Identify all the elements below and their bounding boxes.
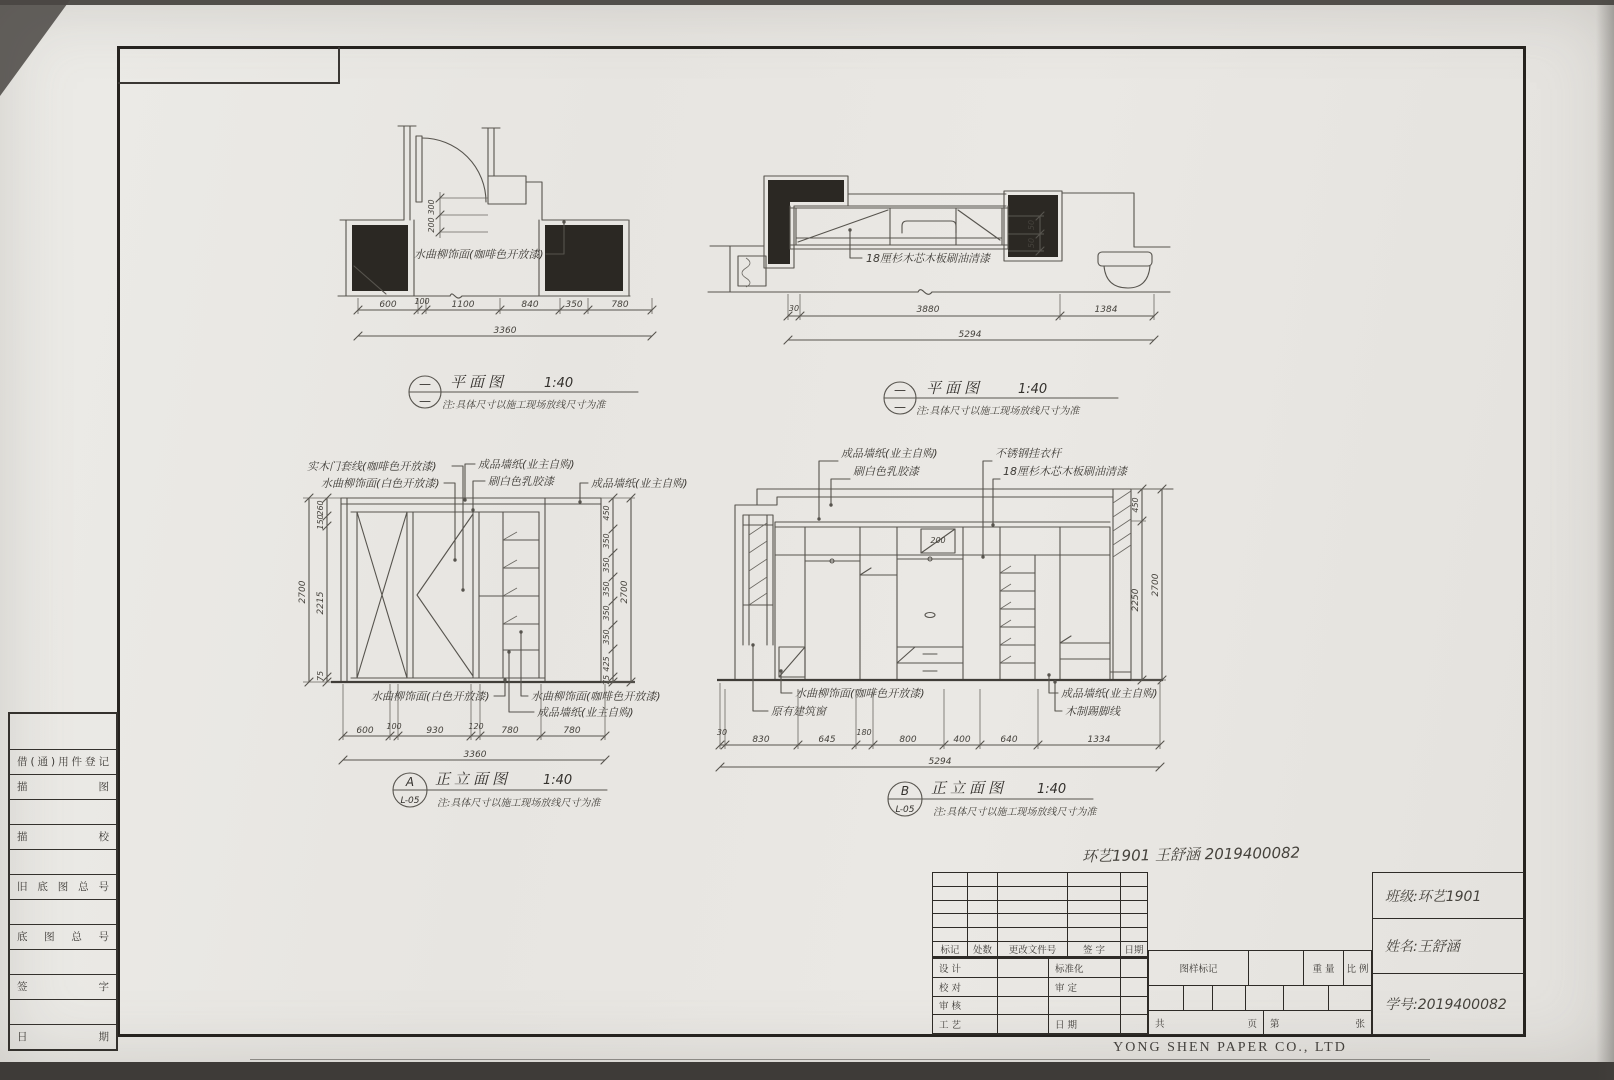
dim: 30 [716,728,728,737]
dim: 120 [468,722,484,731]
view-title: 平面图 [926,379,984,397]
left-margin-register-column [8,712,118,1051]
clothes-rod-label: 不锈钢挂衣杆 [995,447,1061,460]
dim: 1334 [1087,735,1111,745]
sheet-label: 张 [1355,1018,1365,1030]
class-value: 班级:环艺1901 [1373,873,1524,919]
dim-total: 5294 [958,330,982,340]
margin-cell [10,1000,116,1025]
plan2-dim-chain [784,294,1158,344]
wall-section-right [545,225,623,291]
wallpaper-bottom-label: 成品墙纸(业主自购) [1061,687,1158,700]
margin-cell-sign: 签 字 [10,975,116,1000]
plan-view-1-door [330,118,700,418]
margin-cell [10,900,116,925]
view-scale: 1:40 [544,376,574,391]
roles-table [932,958,1148,1035]
dim: 1100 [451,300,475,310]
dim-300: 300 [427,199,436,215]
toilet-cistern [1098,252,1152,266]
dim: 100 [386,722,402,731]
plan-view-2-wardrobe [700,150,1180,450]
toilet-bowl [1104,266,1150,288]
paper-manufacturer-footer: YONG SHEN PAPER CO., LTD [1113,1040,1347,1055]
role-date: 日 期 [1049,1015,1121,1034]
elevb-title [888,779,1098,818]
ash-veneer-label: 水曲柳饰面(白色开放漆) [321,477,440,490]
latex-paint-label: 刷白色乳胶漆 [488,475,554,488]
detail-symbol-sheet: L-05 [400,796,420,806]
margin-cell [10,714,116,750]
board-label: 18厘杉木芯木板刷油清漆 [1003,465,1127,478]
door-leaf [416,136,422,202]
photo-bottom-edge [0,1062,1614,1080]
wallpaper-label: 成品墙纸(业主自购) [478,458,575,471]
scale-label: 比 例 [1344,951,1371,986]
margin-cell [10,950,116,975]
wallpaper-right-label: 成品墙纸(业主自购) [591,477,688,490]
margin-cell-borrow: 借(通)用件登记 [10,750,116,775]
detail-symbol-sheet: L-05 [895,805,915,815]
right-wall [1113,489,1131,680]
dim: 450 [602,505,611,521]
rev-header-mark: 标记 [933,942,968,957]
dim: 180 [856,728,872,737]
dim: 150 [316,514,325,530]
margin-cell [10,850,116,875]
eleva-bottom-labels [371,630,661,719]
rev-header-count: 处数 [968,942,998,957]
role-standardize: 标准化 [1049,959,1121,978]
drawers [897,647,963,671]
drawer-bump [902,221,956,233]
top-left-blank-box [118,47,340,84]
view-note: 注:具体尺寸以施工现场放线尺寸为准 [437,798,601,809]
dim: 100 [414,297,430,306]
skirting-label: 木制踢脚线 [1065,705,1120,718]
sample-mark-label: 图样标记 [1149,951,1249,986]
dim: 800 [899,735,917,745]
plan2-linework [708,176,1170,294]
dim: 350 [602,533,611,549]
wardrobe-diagonals [798,210,1000,242]
dim: 350 [602,629,611,645]
dim: 350 [602,605,611,621]
dim-total: 3360 [463,750,487,760]
elevb-linework [717,489,1173,680]
knob [925,613,935,618]
elevb-top-labels [817,447,1129,559]
hanging-rods [805,559,963,561]
wardrobe-door-x [357,512,407,678]
rev-header-sign: 签 字 [1068,942,1121,957]
student-info-column [1372,872,1524,1035]
detail-symbol-letter: A [405,775,415,789]
eleva-left-dims [298,494,341,686]
elevation-b [705,445,1175,840]
dim: 3880 [916,305,940,315]
dim: 830 [752,735,770,745]
detail-symbol-bottom: — [894,400,906,414]
eleva-title [393,770,607,809]
view-scale: 1:40 [1037,782,1067,797]
wall-section-left [352,225,408,291]
role-blank [1049,997,1121,1016]
view-scale: 1:40 [543,773,573,788]
detail-symbol-top: — [419,377,431,391]
margin-cell-old-no: 旧底图总号 [10,875,116,900]
view-title: 正立面图 [931,779,1008,797]
eleva-right-dims [601,494,635,686]
dim-total-height: 2700 [1151,573,1161,597]
role-design: 设 计 [933,959,998,978]
dim-200: 200 [427,217,436,233]
door-chevron [413,512,473,678]
role-proofread: 校 对 [933,978,998,997]
shelf-stack [1000,573,1035,663]
latex-paint-label: 刷白色乳胶漆 [853,465,919,478]
plan1-title [409,373,638,411]
view-title: 正立面图 [435,770,512,788]
cubby-dim: 200 [930,536,946,545]
weight-label: 重 量 [1304,951,1344,986]
dim-total-height: 2700 [298,580,308,604]
name-value: 姓名:王舒涵 [1373,919,1524,974]
dim: 780 [611,300,629,310]
mark-weight-scale-table [1148,950,1372,1035]
view-note: 注:具体尺寸以施工现场放线尺寸为准 [916,406,1080,417]
door-trim-label: 实木门套线(咖啡色开放漆) [307,460,437,473]
margin-cell-base-no: 底图总号 [10,925,116,950]
ash-coffee-label: 水曲柳饰面(咖啡色开放漆) [795,687,925,700]
dim-50: 50 [1027,219,1036,231]
wallpaper-bottom-label: 成品墙纸(业主自购) [537,706,634,719]
revision-table [932,872,1148,958]
detail-symbol-bottom: — [419,394,431,408]
dim: 30 [788,304,800,313]
original-window-label: 原有建筑窗 [771,705,826,718]
photo-right-shadow [1596,0,1614,1080]
door-swing-arc [422,138,486,202]
dim: 645 [818,735,836,745]
eleva-linework [331,498,635,682]
wallpaper-label: 成品墙纸(业主自购) [841,447,938,460]
dim: 780 [501,726,519,736]
dim: 425 [602,656,611,672]
view-title: 平面图 [450,373,508,391]
dim-50: 50 [1027,237,1036,249]
dim: 600 [356,726,374,736]
detail-symbol-letter: B [900,784,910,798]
dim: 930 [426,726,444,736]
rev-header-date: 日期 [1121,942,1147,957]
dim: 1384 [1094,305,1118,315]
wall-section-left [768,180,844,264]
board-label: 18厘杉木芯木板刷油清漆 [866,252,990,265]
student-id-value: 学号:2019400082 [1385,997,1507,1013]
elevation-a [295,440,695,840]
handwritten-class-name-id: 环艺1901 王舒涵 2019400082 [1081,843,1301,866]
dim: 2215 [316,591,326,615]
role-craft: 工 艺 [933,1015,998,1034]
dim: 780 [563,726,581,736]
view-note: 注:具体尺寸以施工现场放线尺寸为准 [442,400,606,411]
margin-cell-date: 日 期 [17,1031,109,1043]
detail-symbol-top: — [894,383,906,397]
view-scale: 1:40 [1018,382,1048,397]
dim: 75 [316,670,325,682]
ash-coffee-label: 水曲柳饰面(咖啡色开放漆) [531,690,661,703]
dim: 840 [521,300,539,310]
margin-cell [10,800,116,825]
plan2-title [884,379,1118,417]
margin-cell-trace: 描 图 [10,775,116,800]
no-label: 第 [1270,1018,1280,1030]
dim: 2250 [1131,588,1141,612]
finish-label: 水曲柳饰面(咖啡色开放漆) [414,248,544,261]
dim: 350 [565,300,583,310]
plan1-linework [338,126,630,298]
dim: 400 [953,735,971,745]
dim: 75 [602,674,611,686]
plan1-dim-chain [354,297,656,340]
elevb-right-dims [1131,485,1166,684]
rev-header-doc: 更改文件号 [998,942,1068,957]
plan1-vertical-dims [427,192,488,238]
page-label: 页 [1247,1018,1257,1030]
role-approve: 审 定 [1049,978,1121,997]
total-label: 共 [1155,1018,1165,1030]
margin-cell-check: 描 校 [10,825,116,850]
dim: 350 [602,557,611,573]
dim: 350 [602,581,611,597]
dim: 600 [379,300,397,310]
dim-total: 3360 [493,326,517,336]
dim-total-height: 2700 [620,580,630,604]
paper-edge-line [250,1059,1430,1060]
ash-white-label: 水曲柳饰面(白色开放漆) [371,690,490,703]
dim: 640 [1000,735,1018,745]
dim: 260 [316,500,325,516]
dim-total: 5294 [928,757,952,767]
role-review: 审 核 [933,997,998,1016]
view-note: 注:具体尺寸以施工现场放线尺寸为准 [933,807,1097,818]
dim: 450 [1131,497,1140,513]
